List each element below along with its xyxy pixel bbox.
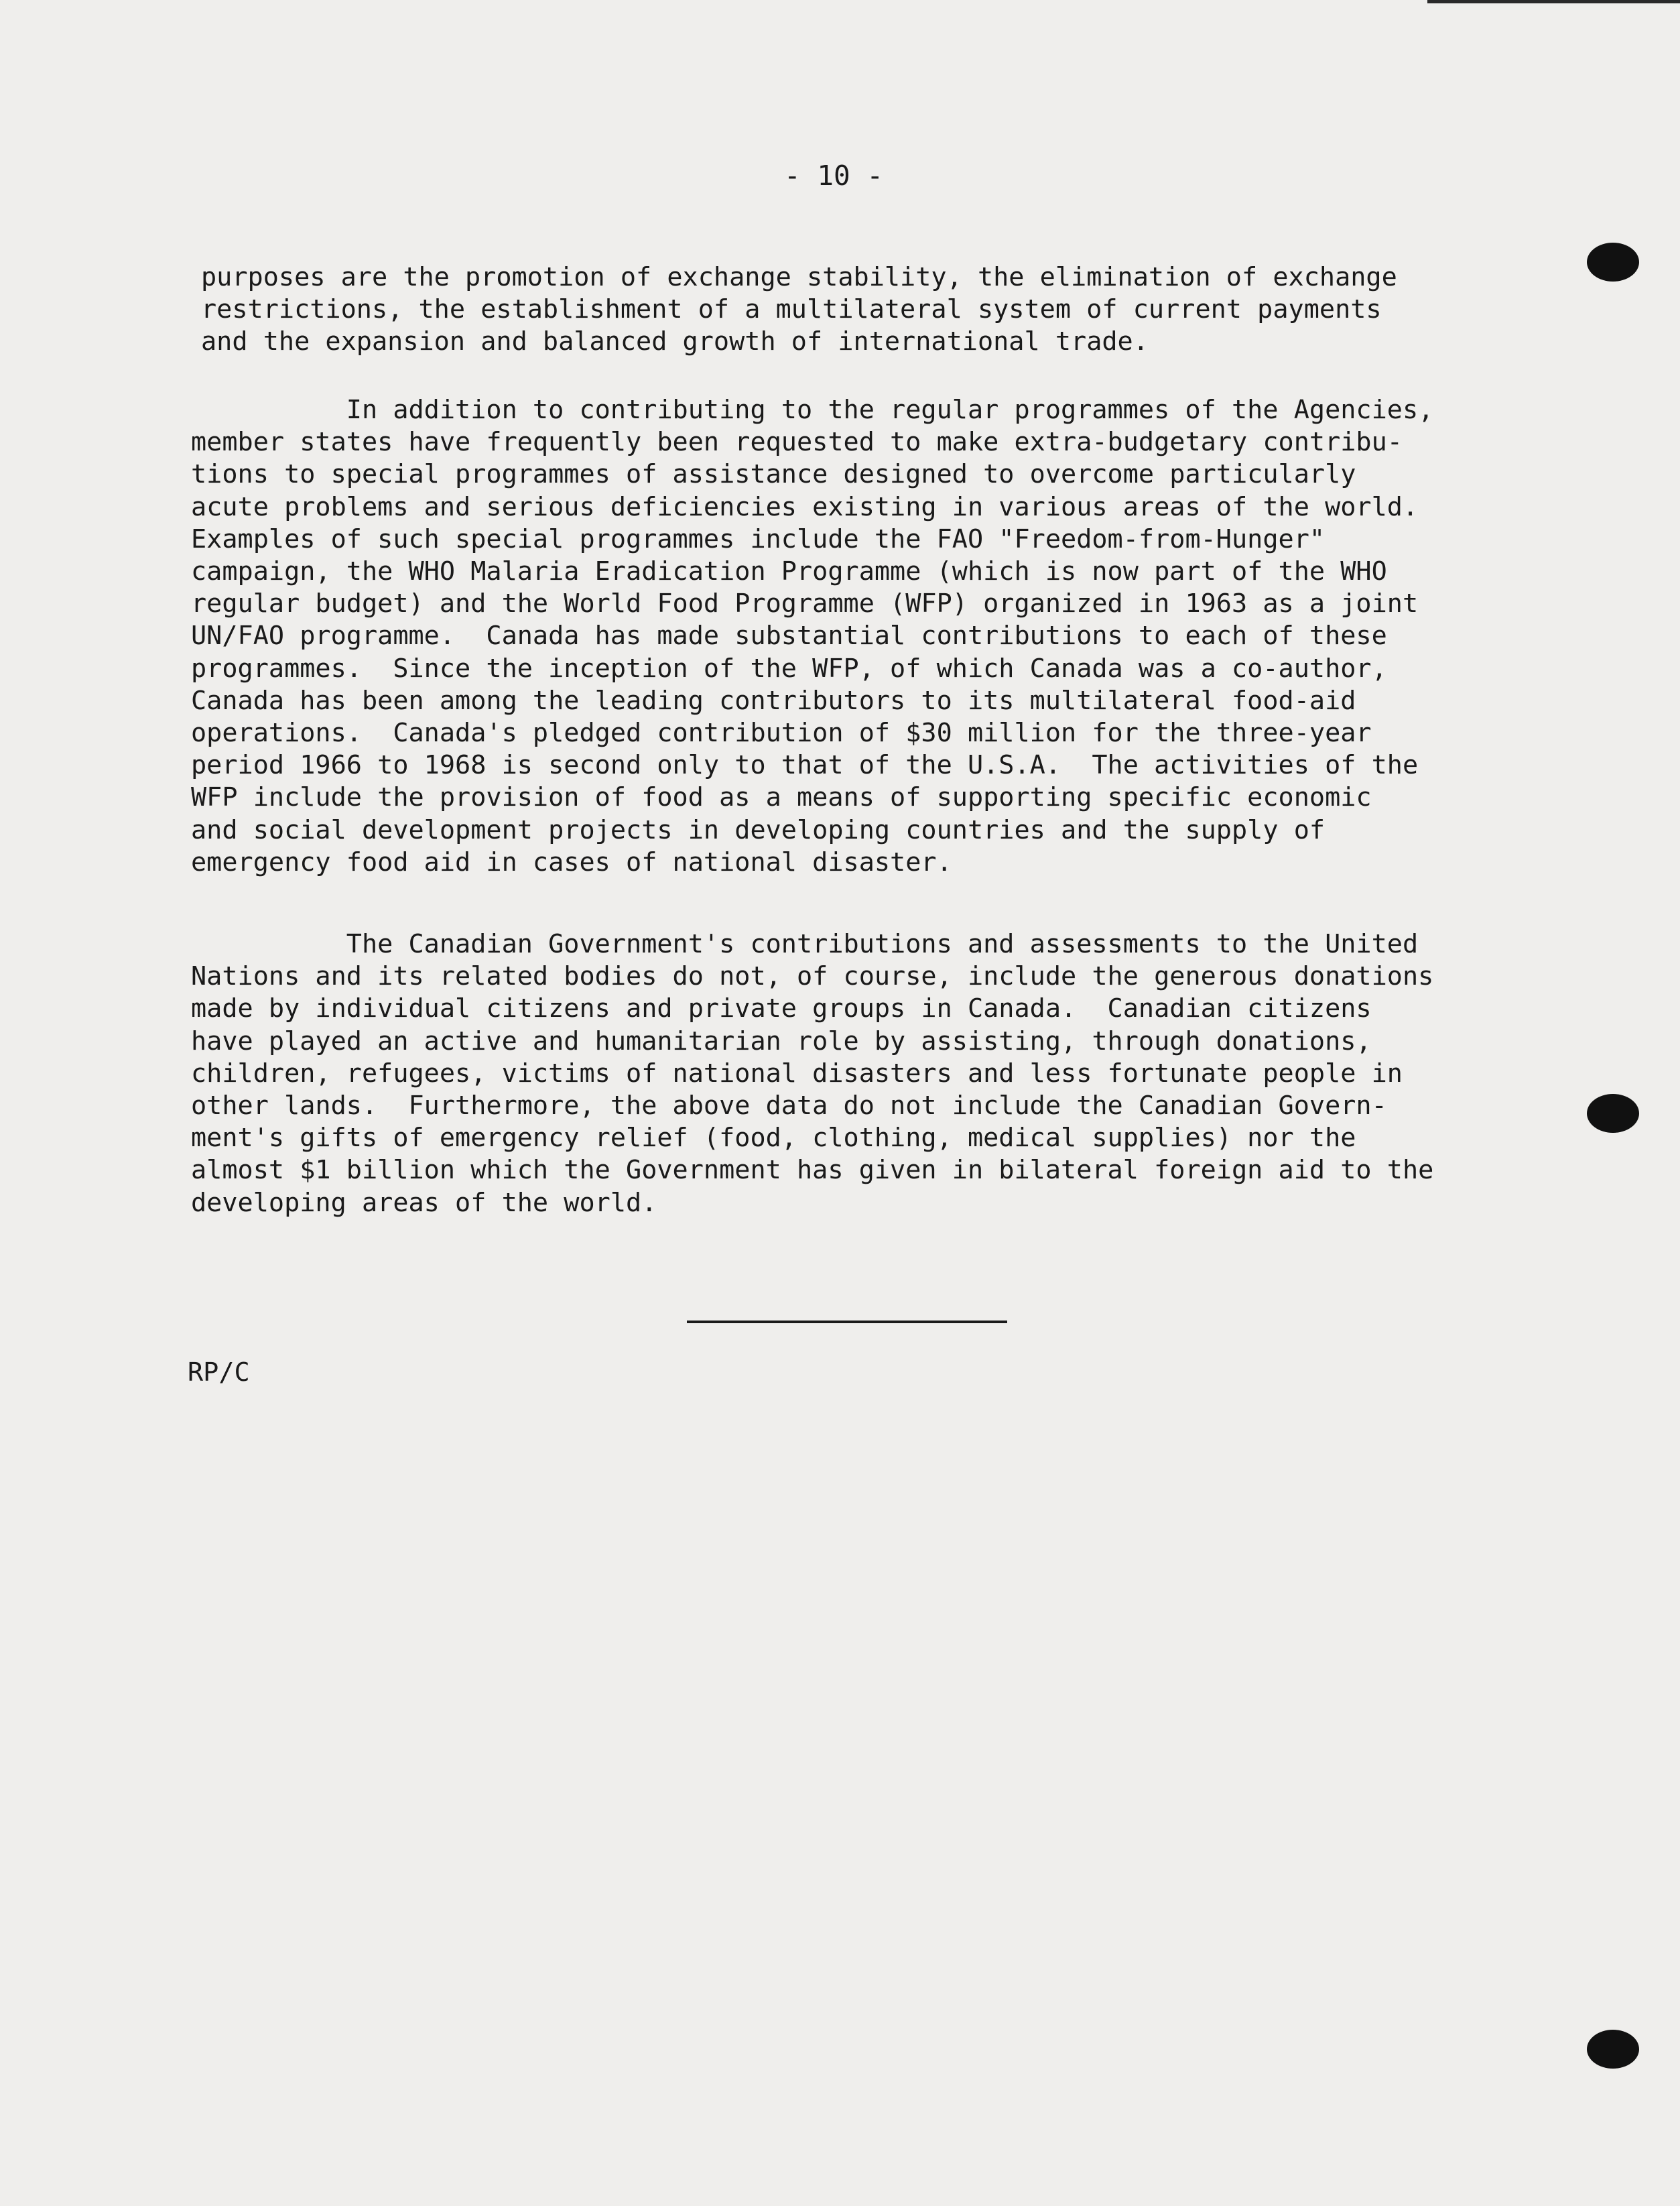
text-line: period 1966 to 1968 is second only to that of the U.S.A. The activities of the bbox=[191, 750, 1419, 781]
text-line: have played an active and humanitarian role by assisting, through donations, bbox=[191, 1026, 1372, 1056]
text-line: programmes. Since the inception of the WFP, of which Canada was a co-author, bbox=[191, 653, 1387, 684]
text-line: almost $1 billion which the Government has given in bilateral foreign aid to the bbox=[191, 1155, 1434, 1186]
text-line: tions to special programmes of assistance designed to overcome particularly bbox=[191, 459, 1356, 490]
text-line: and the expansion and balanced growth of international trade. bbox=[201, 326, 1149, 357]
end-rule bbox=[687, 1321, 1007, 1323]
text-line: restrictions, the establishment of a multilateral system of current payments bbox=[201, 294, 1382, 325]
page-top-edge bbox=[1427, 0, 1680, 3]
text-line: other lands. Furthermore, the above data do not include the Canadian Govern- bbox=[191, 1091, 1387, 1121]
punch-hole-top bbox=[1587, 243, 1639, 282]
text-line: Canada has been among the leading contributors to its multilateral food-aid bbox=[191, 685, 1356, 716]
text-line: children, refugees, victims of national disasters and less fortunate people in bbox=[191, 1058, 1403, 1089]
text-line: In addition to contributing to the regular programmes of the Agencies, bbox=[191, 395, 1434, 425]
text-line: Examples of such special programmes include the FAO "Freedom-from-Hunger" bbox=[191, 524, 1326, 554]
text-line: The Canadian Government's contributions and assessments to the United bbox=[191, 929, 1419, 959]
text-line: emergency food aid in cases of national disaster. bbox=[191, 847, 952, 877]
text-line: and social development projects in developing countries and the supply of bbox=[191, 814, 1326, 845]
text-line: Nations and its related bodies do not, of course, include the generous donations bbox=[191, 961, 1434, 992]
punch-hole-bottom bbox=[1587, 2030, 1639, 2069]
text-line: made by individual citizens and private groups in Canada. Canadian citizens bbox=[191, 993, 1372, 1024]
text-line: campaign, the WHO Malaria Eradication Programme (which is now part of the WHO bbox=[191, 556, 1387, 587]
reference-code: RP/C bbox=[188, 1357, 250, 1388]
text-line: purposes are the promotion of exchange stability, the elimination of exchange bbox=[201, 262, 1397, 292]
page-number: - 10 - bbox=[784, 160, 884, 192]
text-line: regular budget) and the World Food Programme (WFP) organized in 1963 as a joint bbox=[191, 589, 1419, 619]
text-line: acute problems and serious deficiencies existing in various areas of the world. bbox=[191, 491, 1419, 522]
text-line: developing areas of the world. bbox=[191, 1187, 657, 1218]
text-line: member states have frequently been requested to make extra-budgetary contribu- bbox=[191, 427, 1403, 458]
text-line: WFP include the provision of food as a means of supporting specific economic bbox=[191, 782, 1372, 813]
text-line: ment's gifts of emergency relief (food, clothing, medical supplies) nor the bbox=[191, 1123, 1356, 1154]
punch-hole-middle bbox=[1587, 1094, 1639, 1133]
text-line: operations. Canada's pledged contribution of $30 million for the three-year bbox=[191, 718, 1372, 748]
text-line: UN/FAO programme. Canada has made substantial contributions to each of these bbox=[191, 621, 1387, 652]
